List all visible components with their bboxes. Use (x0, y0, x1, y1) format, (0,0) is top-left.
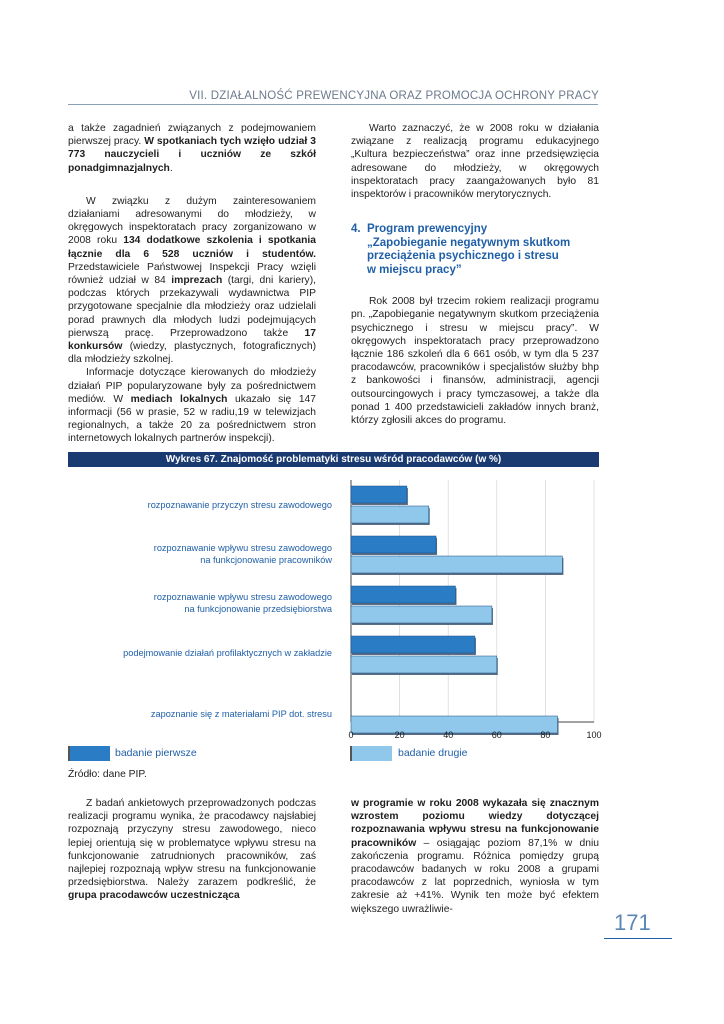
category-label: rozpoznawanie wpływu stresu zawodowego na funkcjonowanie przedsiębiorstwa (153, 592, 332, 614)
bar (351, 536, 436, 553)
bold-text-run: w programie w roku 2008 wykazała się znacznym wzrostem poziomu wiedzy dotyczącej rozpoznawania wpływu stresu na funkcjonowanie pracowników (351, 798, 599, 849)
chart-title: Wykres 67. Znajomość problematyki stresu wśród pracodawców (w %) (68, 452, 599, 467)
legend-swatch-series-2 (350, 746, 392, 761)
x-tick-label: 20 (394, 730, 405, 740)
section-heading (351, 223, 599, 277)
text-run: Przedstawiciele Państwowej Inspekcji Pracy wzięli również udział w 84 (68, 261, 316, 287)
bar (351, 606, 492, 623)
bar (351, 556, 562, 573)
x-tick-label: 40 (443, 730, 454, 740)
section-title-line: Program prewencyjny (367, 223, 488, 236)
left-column (68, 122, 316, 446)
x-tick-label: 60 (491, 730, 502, 740)
bar (351, 716, 558, 733)
chart-source: Źródło: dane PIP. (68, 769, 147, 780)
category-label: rozpoznawanie wpływu stresu zawodowego na funkcjonowanie pracowników (153, 543, 332, 565)
category-label: rozpoznawanie przyczyn stresu zawodowego (147, 500, 332, 510)
text-run: Warto zaznaczyć, że w 2008 roku w działania związane z realizacją programu edukacyjnego „Kultura bezpieczeństwa” oraz inne przedsięwzięcia adresowane do młodzieży, w okręgowych inspektoratach pracy zaangażowanych było 81 inspektorów i pracowników merytorycznych. (351, 123, 599, 201)
right-paragraph-1 (351, 122, 599, 201)
section-title-line: „Zapobieganie negatywnym skutkom (367, 236, 571, 249)
bar (351, 486, 407, 503)
right-paragraph-2 (351, 295, 599, 427)
text-run: Informacje dotyczące kierowanych do młodzieży działań PIP popularyzowane były za pośrednictwem mediów. W (68, 367, 316, 405)
bottom-right-column (351, 797, 599, 916)
bar (351, 586, 455, 603)
text-run: . (169, 162, 173, 174)
page-number-rule (604, 938, 672, 939)
text-run: a także zagadnień związanych z podejmowaniem pierwszej pracy. (68, 123, 316, 148)
text-run: (targi, dni kariery), podczas których przekazywali wydawnictwa PIP przygotowane specjalnie dla młodzieży oraz udzielali porad prawnych dla młodych ludzi podejmujących pierwszą pracę. Przeprowadzono także (68, 275, 316, 339)
right-column (351, 122, 599, 427)
text-run: Z badań ankietowych przeprowadzonych podczas realizacji programu wynika, że pracodawcy najsłabiej rozpoznają przyczyny stresu zawodowego, nieco lepiej orientują się w problematyce wpływu stresu na funkcjonowanie zatrudnionych pracowników, zaś najlepiej rozpoznają wpływ stresu na funkcjonowanie przedsiębiorstwa. Należy zarazem podkreślić, że (68, 798, 316, 889)
left-paragraph-3 (68, 366, 316, 445)
bar (351, 636, 475, 653)
x-tick-label: 0 (348, 730, 354, 740)
x-tick-label: 80 (540, 730, 551, 740)
legend-label-series-1: badanie pierwsze (115, 747, 197, 759)
text-run: Rok 2008 był trzecim rokiem realizacji programu pn. „Zapobieganie negatywnym skutkom przeciążenia psychicznego i stresu w miejscu pracy”. W okręgowych inspektoratach pracy przeprowadzono łącznie 186 szkoleń dla 6 661 osób, w tym dla 5 237 pracodawców, pracowników i specjalistów służby bhp z bankowości i finansów, administracji, agencji outsourcingowych i pracy tymczasowej, a także dla ponad 1 400 przedstawicieli zakładów innych branż, którzy zgłosili akces do programu. (351, 296, 599, 427)
bold-text-run: 134 dodatkowe szkolenia i spotkania łącznie dla 6 528 uczniów i studentów. (68, 235, 316, 260)
bar-chart (340, 474, 610, 746)
bar (351, 506, 429, 523)
bold-text-run: imprezach (171, 275, 223, 287)
category-label: zapoznanie się z materiałami PIP dot. stresu (150, 709, 332, 719)
bottom-right-paragraph (351, 797, 599, 916)
running-header: VII. DZIAŁALNOŚĆ PREWENCYJNA ORAZ PROMOCJA OCHRONY PRACY (189, 90, 599, 102)
bold-text-run: mediach lokalnych (130, 393, 228, 405)
left-paragraph-2 (68, 195, 316, 367)
legend-label-series-2: badanie drugie (398, 747, 468, 759)
text-run: W związku z dużym zainteresowaniem działaniami adresowanymi do młodzieży, w okręgowych inspektoratach pracy zorganizowano w 2008 roku (68, 195, 316, 247)
page-number: 171 (614, 910, 651, 935)
text-run: – osiągając poziom 87,1% w dniu zakończenia programu. Różnica pomiędzy grupą pracodawców badanych w roku 2008 a grupami pracodawców z lat poprzednich, wyniosła w tym zakresie aż +41%. Wynik ten może być efektem większego uwrażliwie- (351, 837, 599, 915)
bottom-left-column (68, 797, 316, 903)
legend-swatch-series-1 (68, 746, 110, 761)
section-title-line: w miejscu pracy” (367, 263, 462, 276)
bottom-left-paragraph (68, 797, 316, 903)
section-title-line: przeciążenia psychicznego i stresu (367, 250, 559, 263)
bold-text-run: W spotkaniach tych wzięło udział 3 773 nauczycieli i uczniów ze szkół ponadgimnazjalnych (68, 136, 316, 174)
section-number: 4. (351, 223, 361, 236)
bold-text-run: 17 konkursów (68, 327, 316, 353)
text-run: ukazało się 147 informacji (56 w prasie, 52 w radiu,19 w telewizjach regionalnych, a także 20 za pośrednictwem stron internetowych lokalnych partnerów inspekcji). (68, 393, 316, 445)
x-tick-label: 100 (586, 730, 602, 740)
header-divider (68, 104, 598, 105)
bold-text-run: grupa pracodawców uczestnicząca (68, 890, 240, 902)
category-label: podejmowanie działań profilaktycznych w zakładzie (123, 648, 332, 658)
left-paragraph-1 (68, 122, 316, 175)
text-run: (wiedzy, plastycznych, fotograficznych) dla młodzieży szkolnej. (68, 341, 316, 366)
bar (351, 656, 497, 673)
